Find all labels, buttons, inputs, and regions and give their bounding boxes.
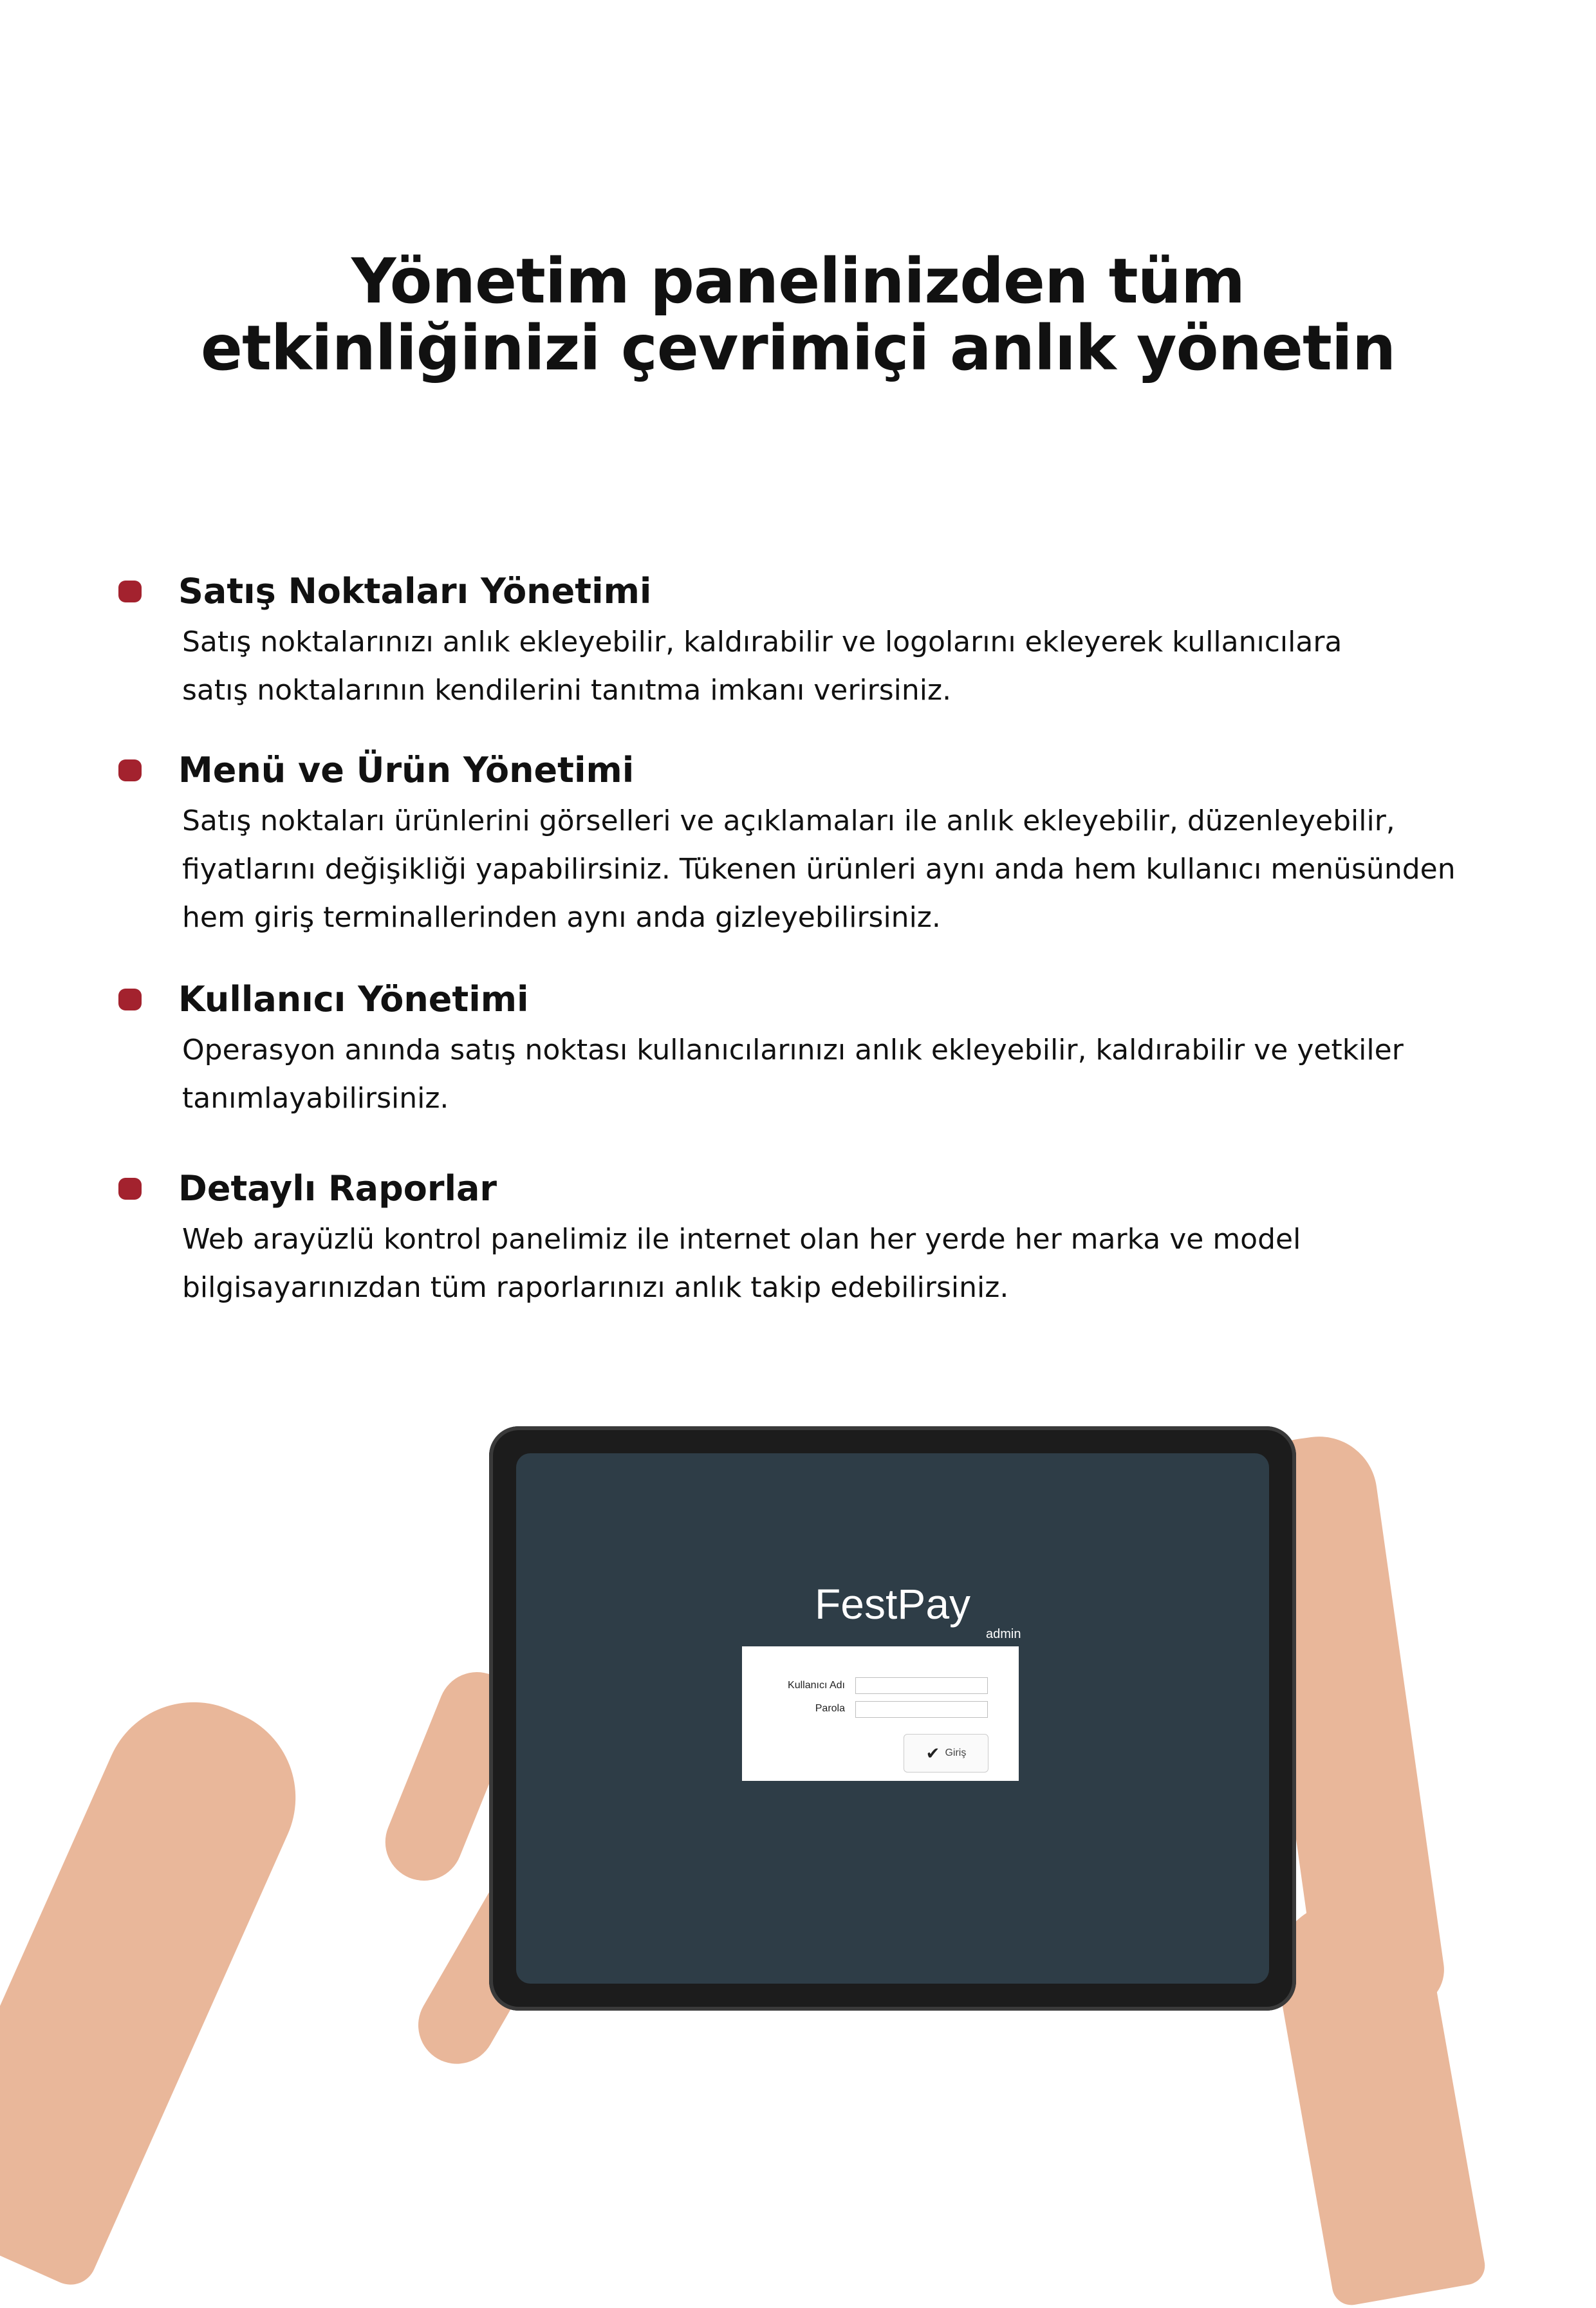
feature-title: Satış Noktaları Yönetimi <box>178 571 652 611</box>
feature-title: Detaylı Raporlar <box>178 1168 497 1209</box>
feature-description-line: satış noktalarının kendilerini tanıtma imkanı verirsiniz. <box>182 674 952 707</box>
feature-description <box>182 618 1469 714</box>
page-title-line-1: Yönetim panelinizden tüm <box>351 245 1245 317</box>
feature-description-line: Satış noktaları ürünlerini görselleri ve açıklamaları ile anlık ekleyebilir, düzenleyebilir, <box>182 805 1395 837</box>
admin-tag: admin <box>986 1627 1021 1641</box>
tablet-screen <box>516 1453 1269 1984</box>
tablet-device <box>489 1426 1296 2011</box>
feature-description-line: fiyatlarını değişikliği yapabilirsiniz. Tükenen ürünleri aynı anda hem kullanıcı menüsünden <box>182 853 1456 886</box>
tablet-illustration <box>0 1397 1596 2258</box>
right-forearm-icon <box>1267 1888 1488 2308</box>
login-form <box>742 1646 1019 1781</box>
bullet-icon <box>118 581 142 602</box>
page-title <box>0 245 1596 384</box>
feature-description-line: Satış noktalarınızı anlık ekleyebilir, kaldırabilir ve logolarını ekleyerek kullanıcılara <box>182 626 1342 658</box>
bullet-icon <box>118 989 142 1010</box>
bullet-icon <box>118 759 142 781</box>
feature-description-line: bilgisayarınızdan tüm raporlarınızı anlık takip edebilirsiniz. <box>182 1271 1009 1304</box>
feature-description-line: tanımlayabilirsiniz. <box>182 1082 449 1115</box>
left-hand-icon <box>0 1673 324 2293</box>
login-button[interactable] <box>904 1734 988 1773</box>
password-input[interactable] <box>855 1701 988 1718</box>
feature-title: Menü ve Ürün Yönetimi <box>178 750 635 790</box>
feature-title: Kullanıcı Yönetimi <box>178 979 529 1019</box>
login-button-label: Giriş <box>945 1747 967 1758</box>
feature-description-line: hem giriş terminallerinden aynı anda gizleyebilirsiniz. <box>182 901 941 934</box>
password-label: Parola <box>815 1703 845 1714</box>
feature-description <box>182 797 1469 942</box>
brand-logo: FestPay <box>814 1580 971 1628</box>
feature-description-line: Operasyon anında satış noktası kullanıcılarınızı anlık ekleyebilir, kaldırabilir ve yetkiler <box>182 1034 1404 1066</box>
checkmark-icon: ✔ <box>925 1744 940 1763</box>
page-title-line-2: etkinliğinizi çevrimiçi anlık yönetin <box>200 312 1396 384</box>
feature-description <box>182 1215 1469 1312</box>
feature-description <box>182 1026 1469 1122</box>
bullet-icon <box>118 1178 142 1200</box>
username-input[interactable] <box>855 1677 988 1694</box>
username-label: Kullanıcı Adı <box>788 1680 845 1691</box>
feature-description-line: Web arayüzlü kontrol panelimiz ile internet olan her yerde her marka ve model <box>182 1223 1301 1256</box>
